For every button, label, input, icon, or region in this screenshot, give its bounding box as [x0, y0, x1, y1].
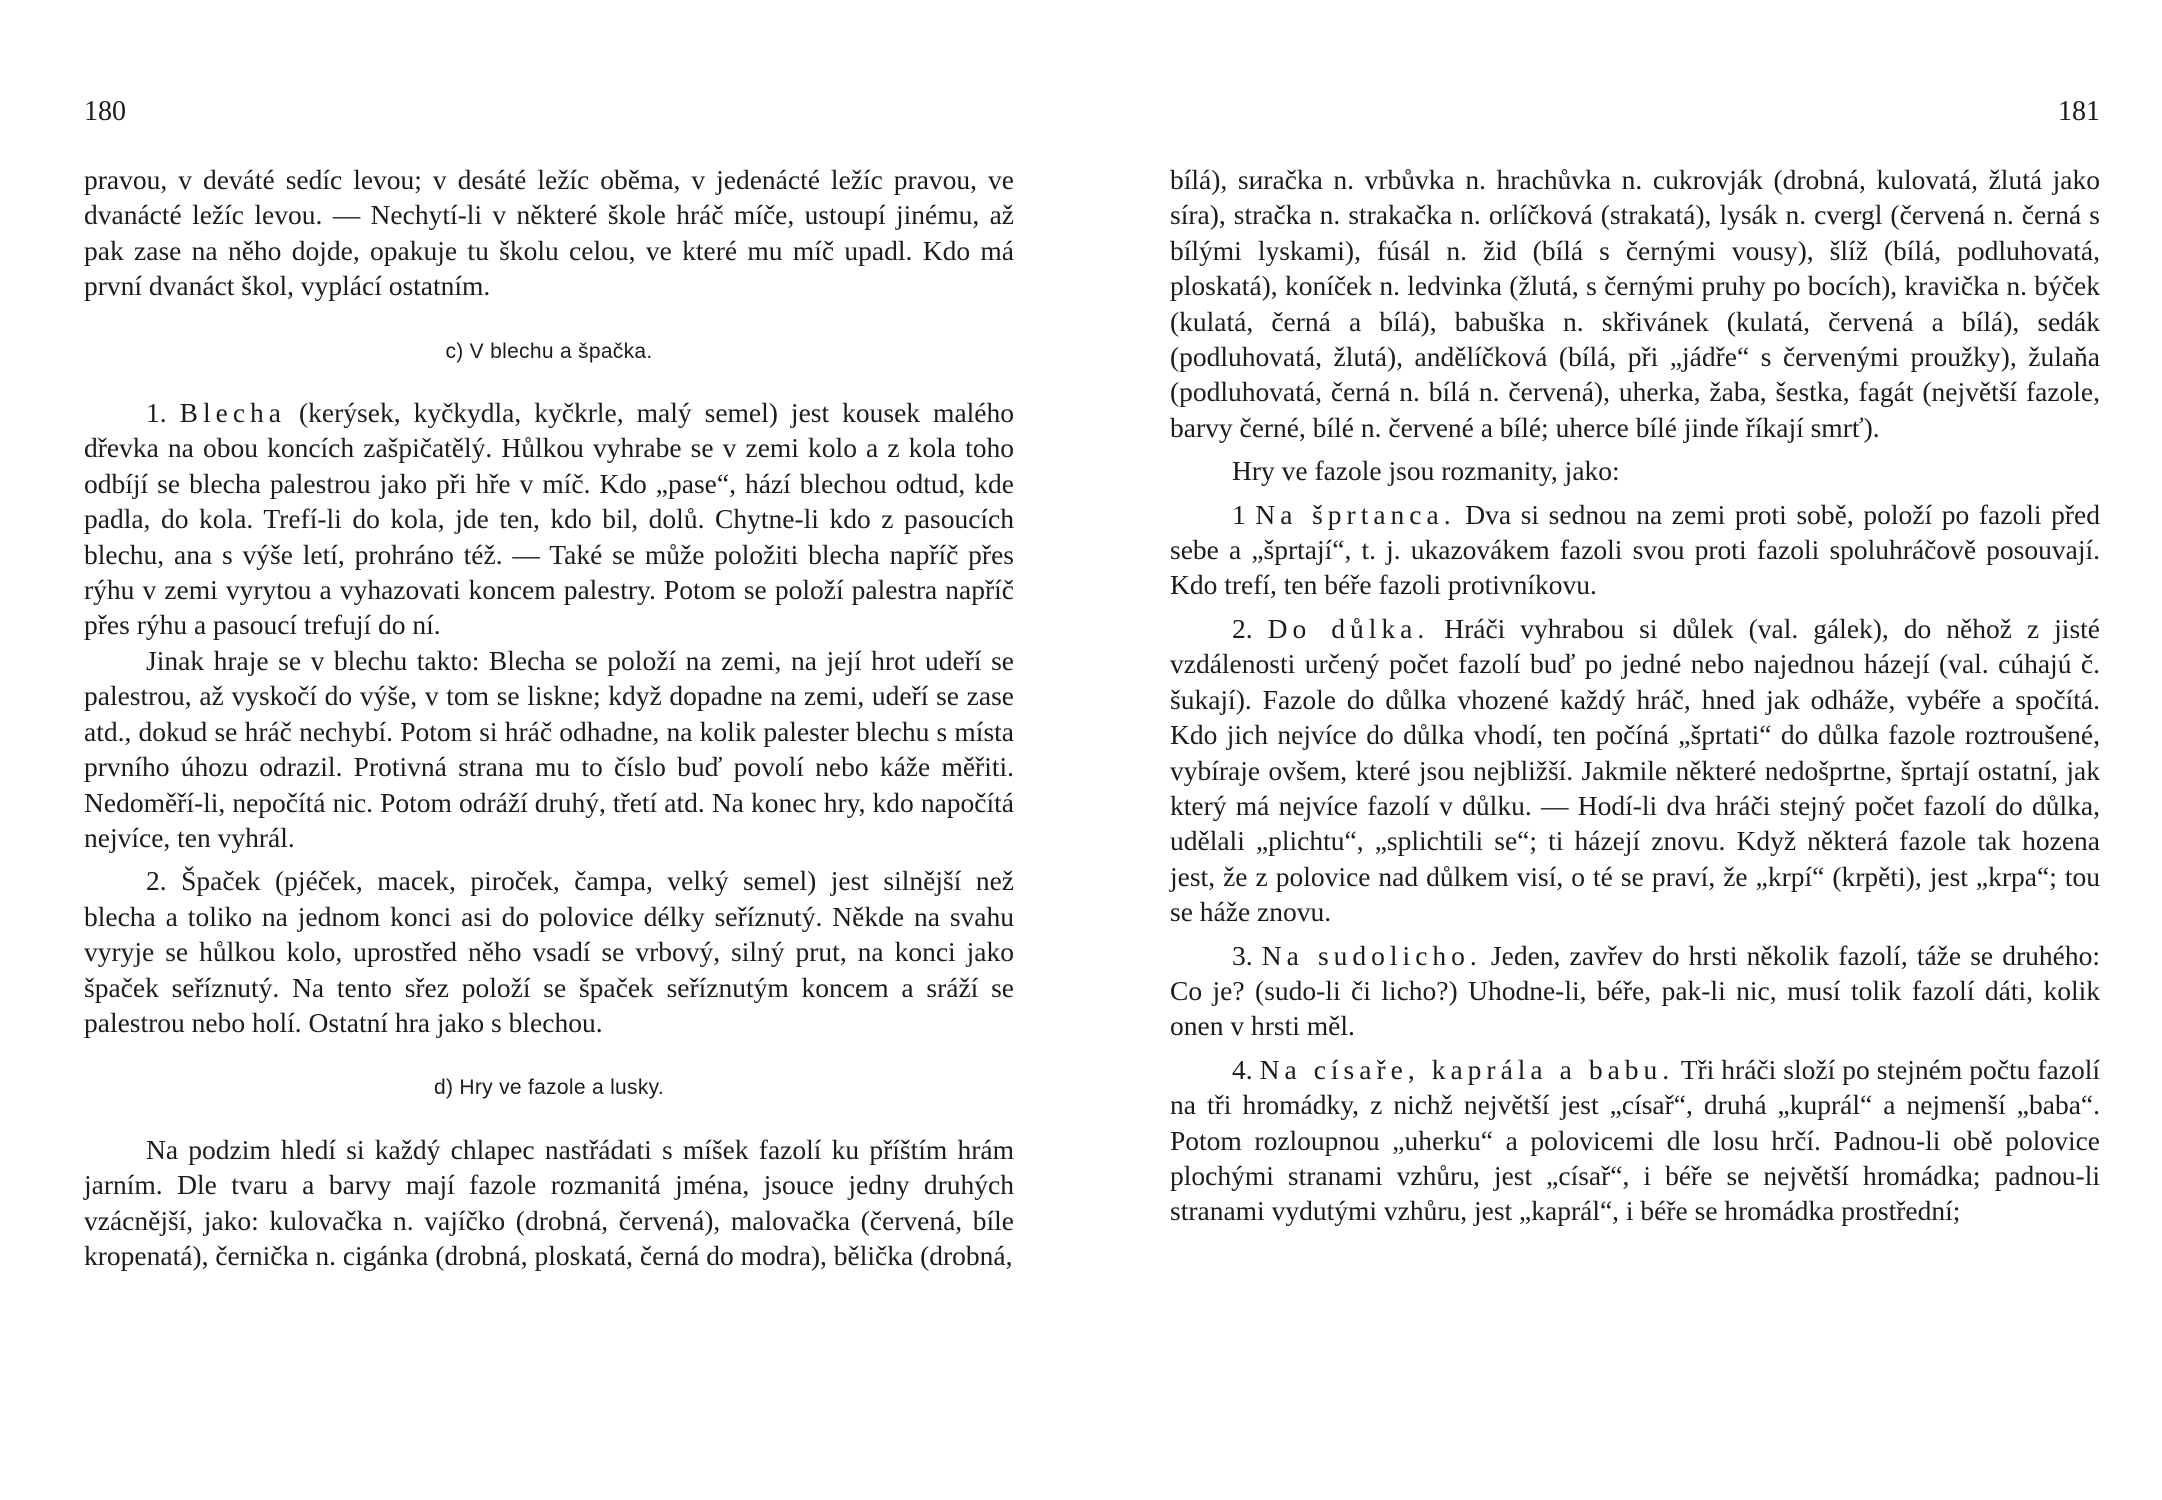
- right-page: [1170, 0, 2100, 1500]
- paragraph-sprtanca: [1170, 497, 2100, 603]
- paragraph-text: Jeden, zavřev do hrsti několik fazolí, táže se druhého: Co je? (sudo-li či licho?) Uhodne-li, béře, pak-li nic, musí tolik fazolí dáti, kolik onen v hrsti měl.: [1170, 939, 2101, 1042]
- paragraph-continuation: pravou, v deváté sedíc levou; v desáté ležíc oběma, v jedenácté ležíc pravou, ve dvanácté ležíc levou. — Nechytí-li v některé škole hráč míče, ustoupí jinému, až pak zase na něho dojde, opakuje tu školu celou, ve které mu míč upadl. Kdo má první dvanáct škol, vyplácí ostatním.: [84, 164, 1014, 302]
- paragraph-fazole: Na podzim hledí si každý chlapec nastřádati s míšek fazolí ku příštím hrám jarním. Dle tvaru a barvy mají fazole rozmanitá jména, jsouce jedny druhých vzácnější, jako: kulovačka n. vajíčko (drobná, červená), malovačka (červená, bíle kropenatá), černička n. cigánka (drobná, ploskatá, černá do modra), bělička (drobná,: [84, 1133, 1014, 1271]
- right-page-text: [1170, 162, 2100, 1229]
- left-page: [84, 0, 1014, 1500]
- paragraph-spacek: 2. Špaček (pjéček, macek, piroček, čampa, velký semel) jest silnější než blecha a toliko na jednom konci asi do polovice délky seříznutý. Někde na svahu vyryje se hůlkou kolo, uprostřed něho vsadí se vrbový, silný prut, na konci jako špaček seříznutý. Na tento sřez položí se špaček seříznutým koncem a sráží se palestrou nebo holí. Ostatní hra jako s blechou.: [84, 865, 1014, 1038]
- paragraph-sudolicho: [1170, 938, 2100, 1044]
- paragraph-varieties: bílá), sиračka n. vrbůvka n. hrachůvka n. cukrovják (drobná, kulovatá, žlutá jako síra), stračka n. strakačka n. orlíčková (strakatá), lysák n. cvergl (červená n. černá s bílými lyskami), fúsál n. žid (bílá s černými vousy), šlíž (bílá, podluhovatá, ploskatá), koníček n. ledvinka (žlutá, s černými pruhy po bocích), kravička n. býček (kulatá, černá a bílá), babuška n. skřivánek (kulatá, červená a bílá), sedák (podluhovatá, žlutá), andělíčková (bílá, při „jádře“ s červenými proužky), žulaňa (podluhovatá, černá n. bílá n. červená), uherka, žaba, šestka, fagát (největší fazole, barvy černé, bílé n. červené a bílé; uherce bílé jinde říkají smrť).: [1170, 164, 2100, 443]
- item-number: 3.: [1232, 939, 1253, 971]
- item-number: 4.: [1232, 1053, 1253, 1085]
- paragraph-cisare: [1170, 1052, 2100, 1229]
- section-heading-c: c) V blechu a špačka.: [445, 339, 653, 363]
- paragraph-dulka: [1170, 611, 2100, 930]
- term-cisare: Na císaře, kaprála a babu.: [1259, 1053, 1675, 1085]
- paragraph-text: (kerýsek, kyčkydla, kyčkrle, malý semel) jest kousek malého dřevka na obou koncích zašpičatělý. Hůlkou vyhrabe se v zemi kolo a z kola toho odbíjí se blecha palestrou jako při hře v míč. Kdo „pase“, hází blechou odtud, kde padla, do kola. Trefí-li do kola, jde ten, kdo bil, dolů. Chytne-li kdo z pasoucích blechu, ana s výše letí, prohráno též. — Také se může položiti blecha napříč přes rýhu v zemi vyrytou a vyhazovati koncem palestry. Potom se položí palestra napříč přes rýhu a pasoucí trefují do ní.: [84, 397, 1014, 641]
- term-dulka: Do důlka.: [1267, 612, 1430, 644]
- term-blecha: Blecha: [179, 397, 286, 429]
- paragraph-blecha: [84, 395, 1014, 643]
- item-number: 1.: [146, 397, 167, 429]
- paragraph-intro-games: Hry ve fazole jsou rozmanity, jako:: [1232, 455, 1620, 487]
- item-number: 1: [1232, 498, 1246, 530]
- left-page-text: [84, 162, 1014, 1273]
- paragraph-text: Tři hráči složí po stejném počtu fazolí na tři hromádky, z nichž největší jest „císař“, druhá „kuprál“ a nejmenší „baba“. Potom rozloupnou „uherku“ a polovicemi dle losu hrčí. Padnou-li obě polovice plochými stranami vzhůru, jest „císař“, i béře se největší hromádka; padnou-li stranami vydutými vzhůru, jest „kaprál“, i béře se hromádka prostřední;: [1170, 1053, 2100, 1227]
- page-number-right: 181: [2058, 96, 2100, 127]
- section-heading-d: d) Hry ve fazole a lusky.: [433, 1076, 665, 1100]
- term-sprtanca: Na šprtanca.: [1255, 498, 1456, 530]
- page-number-left: 180: [84, 96, 126, 127]
- term-sudolicho: Na sudolicho.: [1261, 939, 1482, 971]
- paragraph-text: Dva si sednou na zemi proti sobě, položí po fazoli před sebe a „šprtají“, t. j. ukazovákem fazoli svou proti fazoli spoluhráčově posouvají. Kdo trefí, ten béře fazoli protivníkovu.: [1170, 498, 2101, 601]
- paragraph-blecha-variant: Jinak hraje se v blechu takto: Blecha se položí na zemi, na její hrot udeří se palestrou, až vyskočí do výše, v tom se liskne; když dopadne na zemi, udeří se zase atd., dokud se hráč nechybí. Potom si hráč odhadne, na kolik palester blechu s místa prvního úhozu odrazil. Protivná strana mu to číslo buď povolí nebo káže měřiti. Nedoměří-li, nepočítá nic. Potom odráží druhý, třetí atd. Na konec hry, kdo napočítá nejvíce, ten vyhrál.: [84, 644, 1014, 853]
- item-number: 2.: [1232, 612, 1253, 644]
- paragraph-text: Hráči vyhrabou si důlek (val. gálek), do něhož z jisté vzdálenosti určený počet fazolí buď po jedné nebo najednou házejí (val. cúhajú č. šukají). Fazole do důlka vhozené každý hráč, hned jak odháže, vybéře a spočítá. Kdo jich nejvíce do důlka vhodí, ten počíná „šprtati“ do důlka fazole roztroušené, vybíraje ovšem, které jsou nejbližší. Jakmile některé nedošprtne, šprtají ostatní, jak který má nejvíce fazolí v důlku. — Hodí-li dva hráči stejný počet fazolí do důlka, udělali „plichtu“, „splichtili se“; ti házejí znovu. Když některá fazole tak hozena jest, že z polovice nad důlkem visí, o té se praví, že „krpí“ (krpěti), jest „krpa“; tou se háže znovu.: [1170, 612, 2100, 928]
